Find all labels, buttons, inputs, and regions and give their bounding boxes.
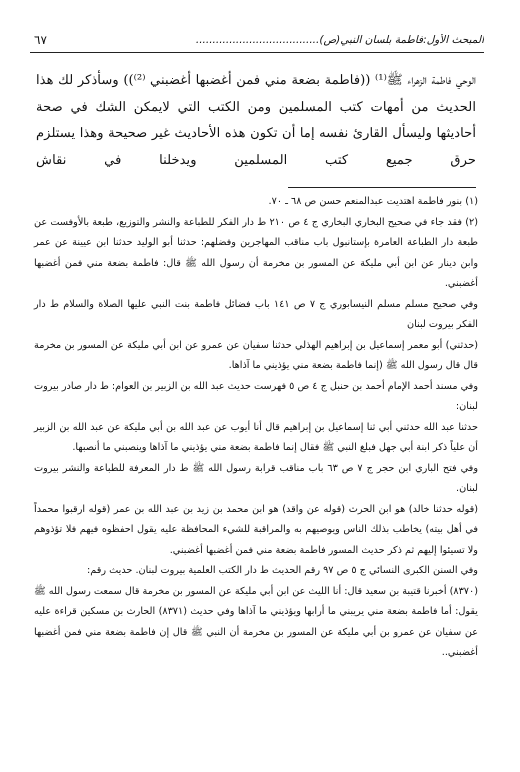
page-header [30, 30, 484, 53]
footnote-para: وفي السنن الكبرى النسائي ج ٥ ص ٩٧ رقم الحديث ط دار الكتب العلمية بيروت لبنان. حديث رقم: [87, 565, 478, 576]
running-title: المبحث الأول:فاطمة بلسان النبي(ص)..................................... [195, 34, 484, 46]
main-text-block [36, 68, 476, 174]
footnote-1: (١) بنور فاطمة اهتديت عبدالمنعم حسن ص ٦٨ ـ ٧٠. [268, 196, 478, 207]
footnote-para: وفي مسند أحمد الإمام أحمد بن حنبل ج ٤ ص ٥ فهرست حديث عبد الله بن الزبير بن العوام: ط دار صادر بيروت لبنان: [34, 380, 478, 412]
footnotes [34, 192, 478, 664]
footnote-para: (قوله حدثنا خالد) هو ابن الحرث (قوله عن واقد) هو ابن محمد بن زيد بن عبد الله بن عمر (قوله ارقبوا محمداً في أهل بيته) يخاطب بذلك الناس ويوصيهم به والمراقبة للشيء المحافظة عليه يقول احفظوه فيهم فلا تؤذوهم ولا تسيئوا إليهم ثم ذكر حديث المسور فاطمة بضعة مني فمن أغضبها أغضبني. [34, 503, 478, 556]
footnote-para: وفي فتح الباري ابن حجر ج ٧ ص ٦٣ باب مناقب قرابة رسول الله ﷺ ط دار المعرفة للطباعة والنشر بيروت لبنان. [34, 462, 478, 494]
footnote-para: (٨٣٧٠) أخبرنا قتيبة بن سعيد قال: أنا الليث عن ابن أبي مليكة عن المسور بن مخرمة قال سمعت رسول الله ﷺ يقول: أما فاطمة بضعة مني يريبني ما أرابها ويؤذيني ما آذاها وفي حديث (٨٣٧١) الحارث بن مسكين قراءة عليه عن سفيان عن عمرو بن أبي مليكة عن المسور بن مخرمة أن النبي ﷺ قال إن فاطمة بضعة مني فمن أغضبها أغضبني.. [34, 585, 478, 658]
page-number: ٦٧ [34, 33, 47, 47]
footnote-2: (٢) فقد جاء في صحيح البخاري البخاري ج ٤ ص ٢١٠ ط دار الفكر للطباعة والنشر والتوزيع، طبعة بالأوفست عن طبعة دار الطباعة العامرة بإستانبول باب مناقب المهاجرين وفضلهم: حدثنا أبو الوليد حدثنا ابن عيينة عن عمر وابن دينار عن ابن أبي مليكة عن المسور بن مخرمة أن رسول الله ﷺ قال: فاطمة بضعة مني فمن أغضبها أغضبني. [34, 216, 479, 289]
main-paragraph: الوحي فاطمة الزهراء ﷺ⁽¹⁾ ((فاطمة بضعة مني فمن أغضبها أغضبني ⁽²⁾)) وسأذكر لك هذا الحديث من أمهات كتب المسلمين ومن الكتب التي لايمكن الشك في صحة أحاديثها وليسأل القارئ نفسه إما أن تكون هذه الأحاديث غير صحيحة وهذا يستلزم حرق جميع كتب المسلمين ويدخلنا في نقاش [36, 73, 477, 168]
footnote-para: (حدثني) أبو معمر إسماعيل بن إبراهيم الهذلي حدثنا سفيان عن عمرو عن ابن أبي مليكة عن المسور بن مخرمة قال قال رسول الله ﷺ (إنما فاطمة بضعة مني يؤذيني ما آذاها. [34, 339, 478, 371]
footnote-separator [288, 187, 476, 188]
footnote-para: وفي صحيح مسلم مسلم النيسابوري ج ٧ ص ١٤١ باب فضائل فاطمة بنت النبي عليها الصلاة والسلام ط دار الفكر بيروت لبنان [34, 298, 478, 330]
footnote-para: حدثنا عبد الله حدثني أبي ثنا إسماعيل بن إبراهيم قال أنا أيوب عن عبد الله بن أبي مليكة عن عبد الله بن الزبير أن علياً ذكر ابنة أبي جهل فبلغ النبي ﷺ فقال إنما فاطمة بضعة مني يؤذيني ما آذاها وينصبني ما أنصبها. [34, 421, 478, 453]
